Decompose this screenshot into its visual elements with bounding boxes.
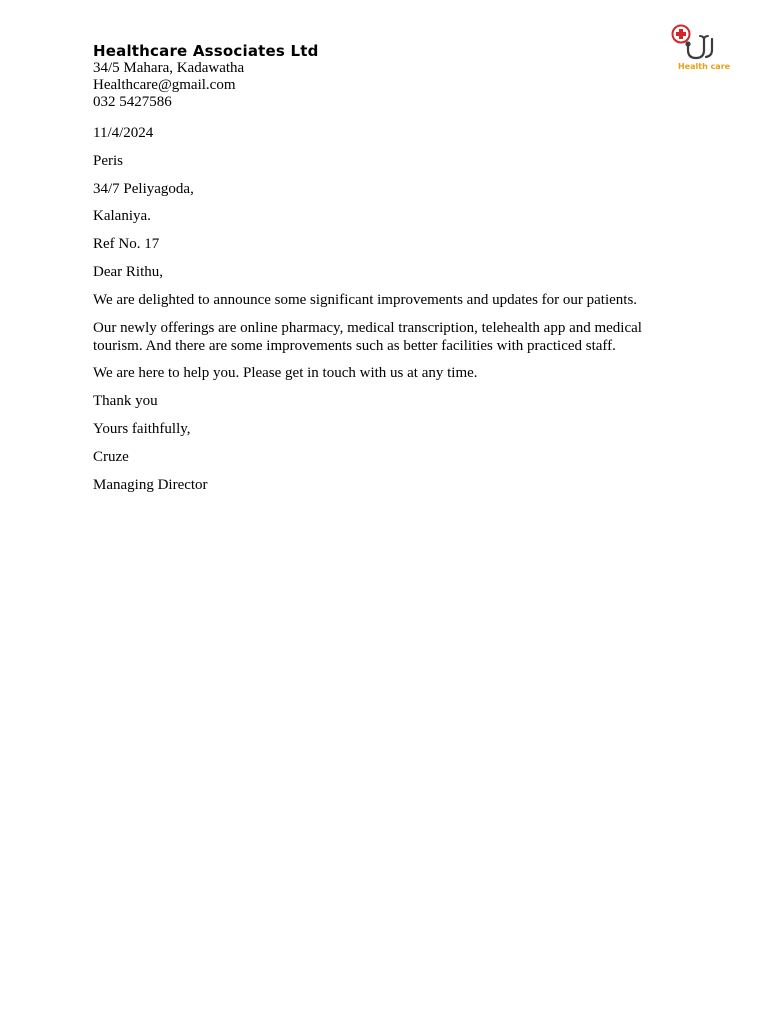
company-phone: 032 5427586 bbox=[93, 94, 172, 110]
body-paragraph: We are here to help you. Please get in touch with us at any time. bbox=[93, 365, 478, 382]
letter-date: 11/4/2024 bbox=[93, 125, 154, 141]
company-address: 34/5 Mahara, Kadawatha bbox=[93, 60, 245, 76]
company-email: Healthcare@gmail.com bbox=[93, 77, 236, 93]
body-paragraph: Our newly offerings are online pharmacy, medical transcription, telehealth app and medical tourism. And there are some improvements such as better facilities with practiced staff. bbox=[93, 319, 642, 354]
company-logo bbox=[668, 22, 730, 74]
letter-body bbox=[93, 124, 683, 503]
reference-number: Ref No. 17 bbox=[93, 236, 160, 253]
salutation: Dear Rithu, bbox=[93, 263, 163, 280]
recipient-address-line2: Kalaniya. bbox=[93, 208, 151, 225]
thanks-line: Thank you bbox=[93, 393, 158, 410]
logo-text: Health care bbox=[678, 62, 731, 71]
letterhead bbox=[93, 42, 653, 111]
recipient-address-line1: 34/7 Peliyagoda, bbox=[93, 180, 194, 197]
company-name: Healthcare Associates Ltd bbox=[93, 42, 319, 60]
stethoscope-medical-cross-icon bbox=[668, 22, 730, 62]
signer-title: Managing Director bbox=[93, 476, 208, 493]
body-paragraph: We are delighted to announce some significant improvements and updates for our patients. bbox=[93, 291, 638, 308]
closing-line: Yours faithfully, bbox=[93, 420, 191, 437]
recipient-name: Peris bbox=[93, 152, 123, 169]
signer-name: Cruze bbox=[93, 448, 129, 465]
